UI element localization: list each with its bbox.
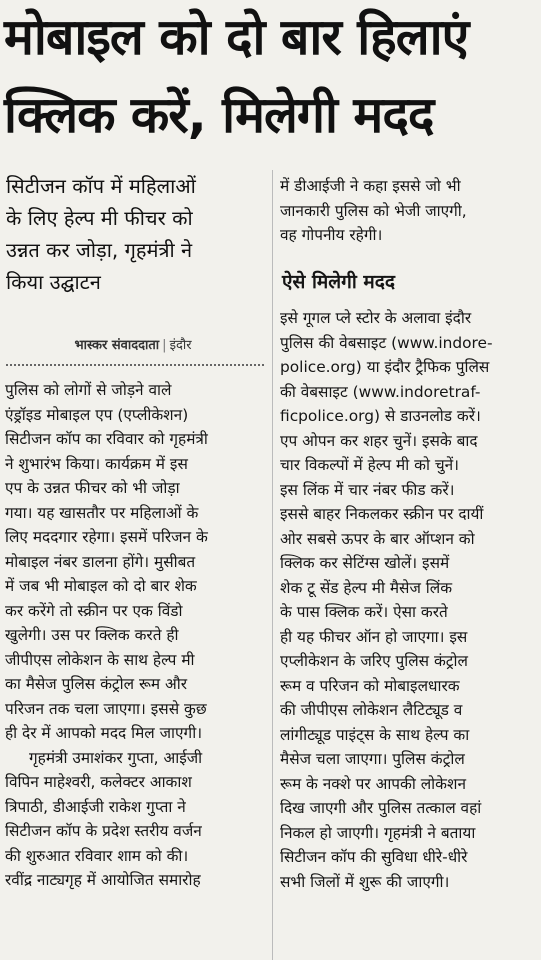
body-text-line: ने शुभारंभ किया। कार्यक्रम में इस bbox=[5, 454, 188, 473]
body-text-line: मोबाइल नंबर डालना होंगे। मुसीबत bbox=[5, 552, 196, 571]
body-text-line: police.org) या इंदौर ट्रैफिक पुलिस bbox=[280, 358, 490, 376]
body-text-line: ही देर में आपको मदद मिल जाएगी। bbox=[5, 724, 203, 742]
body-text-line: जीपीएस लोकेशन के साथ हेल्प मी bbox=[5, 650, 195, 669]
body-text-line: की वेबसाइट (www.indoretraf- bbox=[280, 382, 481, 401]
body-text-line: जानकारी पुलिस को भेजी जाएगी, bbox=[280, 201, 467, 220]
body-text-line: पुलिस की वेबसाइट (www.indore- bbox=[280, 333, 493, 352]
column-divider bbox=[272, 170, 273, 960]
body-text-line: चार विकल्पों में हेल्प मी को चुनें। bbox=[280, 456, 459, 474]
body-text-line: गृहमंत्री उमाशंकर गुप्ता, आईजी bbox=[29, 748, 203, 767]
body-text-line: खुलेगी। उस पर क्लिक करते ही bbox=[5, 626, 179, 644]
body-text-line: ओर सबसे ऊपर के बार ऑप्शन को bbox=[280, 529, 475, 548]
body-text-line: सिटीजन कॉप का रविवार को गृहमंत्री bbox=[5, 430, 208, 448]
body-text-line: ही यह फीचर ऑन हो जाएगा। इस bbox=[280, 627, 468, 646]
body-text-line: त्रिपाठी, डीआईजी राकेश गुप्ता ने bbox=[5, 797, 186, 816]
body-text-line: शेक टू सेंड हेल्प मी मैसेज लिंक bbox=[280, 578, 453, 597]
deck-line: उन्नत कर जोड़ा, गृहमंत्री ने bbox=[6, 238, 193, 262]
body-text-line: विपिन माहेश्वरी, कलेक्टर आकाश bbox=[5, 773, 192, 791]
body-text-line: रूम के नक्शे पर आपकी लोकेशन bbox=[280, 774, 466, 793]
body-text-line: रवींद्र नाट्यगृह में आयोजित समारोह bbox=[5, 871, 201, 889]
byline bbox=[6, 335, 260, 353]
deck-line: किया उद्घाटन bbox=[6, 270, 101, 294]
body-text-line: के पास क्लिक करें। ऐसा करते bbox=[280, 603, 448, 621]
body-text-line: लिए मददगार रहेगा। इसमें परिजन के bbox=[5, 528, 208, 546]
body-text-line: पुलिस को लोगों से जोड़ने वाले bbox=[5, 381, 172, 399]
body-text-line: मैसेज चला जाएगा। पुलिस कंट्रोल bbox=[280, 750, 465, 768]
headline-line-2: क्लिक करें, मिलेगी मदद bbox=[4, 86, 434, 144]
body-text-line: में जब भी मोबाइल को दो बार शेक bbox=[5, 577, 197, 595]
byline-reporter: भास्कर संवाददाता bbox=[74, 338, 160, 353]
body-text-line: लांगीट्यूड पाइंट्स के साथ हेल्प का bbox=[280, 725, 470, 744]
dotted-rule bbox=[6, 364, 264, 366]
body-text-line: का मैसेज पुलिस कंट्रोल रूम और bbox=[5, 675, 188, 693]
body-text-line: की जीपीएस लोकेशन लैटिट्यूड व bbox=[280, 701, 463, 719]
body-text-line: वह गोपनीय रहेगी। bbox=[280, 226, 383, 244]
left-column bbox=[5, 378, 267, 893]
body-text-line: एंड्रॉइड मोबाइल एप (एप्लीकेशन) bbox=[5, 405, 189, 424]
deck-line: के लिए हेल्प मी फीचर को bbox=[6, 206, 193, 230]
deck bbox=[6, 170, 268, 298]
body-text-line: एप्लीकेशन के जरिए पुलिस कंट्रोल bbox=[280, 652, 468, 670]
body-text-line: निकल हो जाएगी। गृहमंत्री ने बताया bbox=[280, 823, 476, 842]
body-text-line: गया। यह खासतौर पर महिलाओं के bbox=[5, 503, 199, 522]
body-text-line: दिख जाएगी और पुलिस तत्काल वहां bbox=[280, 799, 482, 817]
body-text-line: इससे बाहर निकलकर स्क्रीन पर दायीं bbox=[280, 505, 484, 523]
byline-city: इंदौर bbox=[169, 338, 192, 353]
body-text-line: की शुरुआत रविवार शाम को की। bbox=[5, 846, 189, 865]
right-column bbox=[280, 306, 538, 894]
subhead: ऐसे मिलेगी मदद bbox=[282, 271, 395, 293]
body-text-line: सिटीजन कॉप की सुविधा धीरे-धीरे bbox=[280, 848, 468, 866]
body-text-line: क्लिक कर सेटिंग्स खोलें। इसमें bbox=[280, 554, 450, 572]
body-text-line: इस लिंक में चार नंबर फीड करें। bbox=[280, 480, 455, 499]
headline-line-1: मोबाइल को दो बार हिलाएं bbox=[4, 8, 469, 66]
body-text-line: सिटीजन कॉप के प्रदेश स्तरीय वर्जन bbox=[5, 822, 202, 840]
byline-separator: | bbox=[162, 338, 167, 353]
body-text-line: परिजन तक चला जाएगा। इससे कुछ bbox=[5, 699, 207, 718]
body-text-line: ficpolice.org) से डाउनलोड करें। bbox=[280, 407, 481, 425]
body-text-line: कर करेंगे तो स्क्रीन पर एक विंडो bbox=[5, 601, 183, 620]
body-text-line: सभी जिलों में शुरू की जाएगी। bbox=[280, 872, 450, 891]
body-text-line: रूम व परिजन को मोबाइलधारक bbox=[280, 676, 460, 695]
body-text-line: एप ओपन कर शहर चुनें। इसके बाद bbox=[280, 431, 478, 450]
deck-line: सिटीजन कॉप में महिलाओं bbox=[6, 174, 196, 198]
body-text-line: एप के उन्नत फीचर को भी जोड़ा bbox=[5, 479, 180, 497]
body-text-line: में डीआईजी ने कहा इससे जो भी bbox=[280, 177, 461, 195]
right-column-top bbox=[280, 174, 538, 248]
body-text-line: इसे गूगल प्ले स्टोर के अलावा इंदौर bbox=[280, 309, 472, 327]
